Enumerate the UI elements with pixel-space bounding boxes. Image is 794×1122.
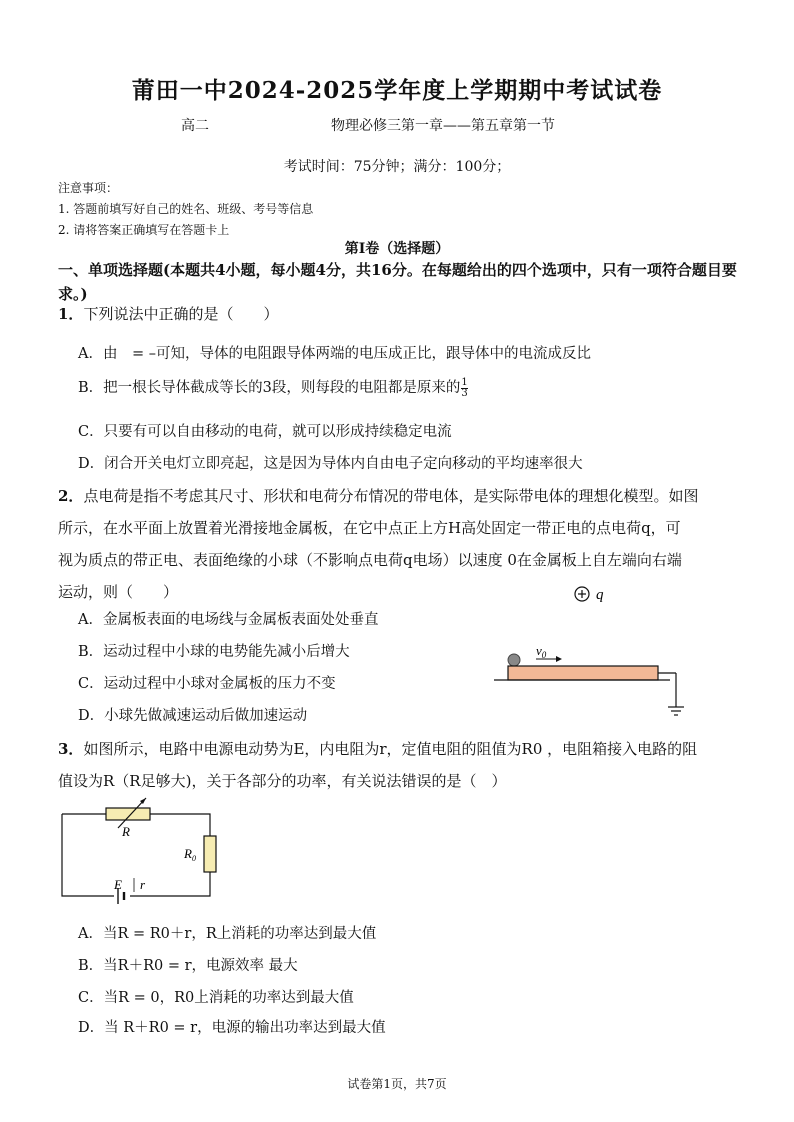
resistance-box bbox=[106, 808, 150, 820]
ground-symbol bbox=[668, 707, 684, 715]
metal-plate-figure bbox=[490, 580, 700, 720]
question-3-stem bbox=[58, 733, 748, 797]
q3-option-a: A．当R = R0＋r，R上消耗的功率达到最大值 bbox=[78, 926, 377, 942]
notes-block bbox=[58, 178, 313, 241]
q3-option-b: B．当R＋R0 = r，电源效率 最大 bbox=[78, 958, 298, 974]
fixed-resistor-label: $R_0$ bbox=[184, 846, 196, 863]
circuit-wire bbox=[62, 814, 114, 896]
circuit-wire bbox=[150, 814, 210, 836]
q2-option-c: C．运动过程中小球对金属板的压力不变 bbox=[78, 676, 336, 692]
q1-option-a: A．由 = –可知，导体的电阻跟导体两端的电压成正比，跟导体中的电流成反比 bbox=[78, 346, 591, 362]
grade-label: 高二 bbox=[181, 118, 209, 134]
fraction bbox=[461, 378, 467, 399]
question-1-stem bbox=[58, 298, 278, 330]
internal-resistance-label: r bbox=[140, 877, 146, 892]
exam-title: 莆田一中2024-2025学年度上学期期中考试试卷 bbox=[131, 77, 663, 104]
fixed-resistor bbox=[204, 836, 216, 872]
q2-option-a: A．金属板表面的电场线与金属板表面处处垂直 bbox=[78, 612, 379, 628]
question-number: 1． bbox=[58, 305, 84, 323]
q1-option-b bbox=[78, 376, 468, 399]
question-text: 如图所示，电路中电源电动势为E，内电阻为r，定值电阻的阻值为R0 ，电阻箱接入电路的阻 bbox=[83, 740, 698, 758]
small-ball bbox=[508, 654, 520, 666]
arrow-head bbox=[556, 656, 562, 662]
question-text: 值设为R（R足够大)，关于各部分的功率，有关说法错误的是（ ） bbox=[58, 772, 507, 790]
section-title: 第I卷（选择题） bbox=[344, 241, 450, 257]
question-text: 下列说法中正确的是（ ） bbox=[83, 305, 279, 323]
page-footer: 试卷第1页，共7页 bbox=[347, 1077, 447, 1091]
question-number: 2． bbox=[58, 487, 84, 505]
fraction-denominator: 3 bbox=[461, 387, 468, 399]
question-text: 点电荷是指不考虑其尺寸、形状和电荷分布情况的带电体，是实际带电体的理想化模型。如图 bbox=[83, 487, 699, 505]
fraction-numerator: 1 bbox=[461, 376, 468, 388]
notes-heading: 注意事项： bbox=[58, 181, 119, 195]
metal-plate bbox=[508, 666, 658, 680]
q2-option-b: B．运动过程中小球的电势能先减小后增大 bbox=[78, 644, 350, 660]
question-text: 所示，在水平面上放置着光滑接地金属板，在它中点正上方H高处固定一带正电的点电荷q，可 bbox=[58, 519, 681, 537]
charge-label: q bbox=[596, 587, 604, 603]
part-heading: 一、单项选择题(本题共4小题，每小题4分，共16分。在每题给出的四个选项中，只有一项符合题目要求。) bbox=[58, 261, 737, 303]
q1-option-c: C．只要有可以自由移动的电荷，就可以形成持续稳定电流 bbox=[78, 424, 452, 440]
question-text: 视为质点的带正电、表面绝缘的小球（不影响点电荷q电场）以速度 0在金属板上自左端向右端 bbox=[58, 551, 682, 569]
question-number: 3． bbox=[58, 740, 84, 758]
resistor-label: R bbox=[122, 824, 130, 839]
exam-scope: 物理必修三第一章——第五章第一节 bbox=[331, 118, 555, 134]
notes-item: 2. 请将答案正确填写在答题卡上 bbox=[58, 223, 230, 237]
circuit-figure bbox=[56, 796, 226, 906]
exam-info: 考试时间：75分钟；满分：100分； bbox=[283, 159, 511, 175]
velocity-label: $v_0$ bbox=[536, 643, 547, 660]
point-charge bbox=[575, 587, 589, 601]
q1-option-d: D．闭合开关电灯立即亮起，这是因为导体内自由电子定向移动的平均速率很大 bbox=[78, 456, 583, 472]
ground-wire bbox=[658, 673, 676, 707]
question-text: 运动，则（ ） bbox=[58, 583, 179, 601]
emf-label: E bbox=[114, 877, 122, 892]
q2-option-d: D．小球先做减速运动后做加速运动 bbox=[78, 708, 308, 724]
option-text: B．把一根长导体截成等长的3段，则每段的电阻都是原来的 bbox=[78, 380, 461, 396]
q3-option-d: D．当 R＋R0 = r，电源的输出功率达到最大值 bbox=[78, 1020, 386, 1036]
q3-option-c: C．当R = 0，R0上消耗的功率达到最大值 bbox=[78, 990, 354, 1006]
notes-item: 1. 答题前填写好自己的姓名、班级、考号等信息 bbox=[58, 202, 314, 216]
